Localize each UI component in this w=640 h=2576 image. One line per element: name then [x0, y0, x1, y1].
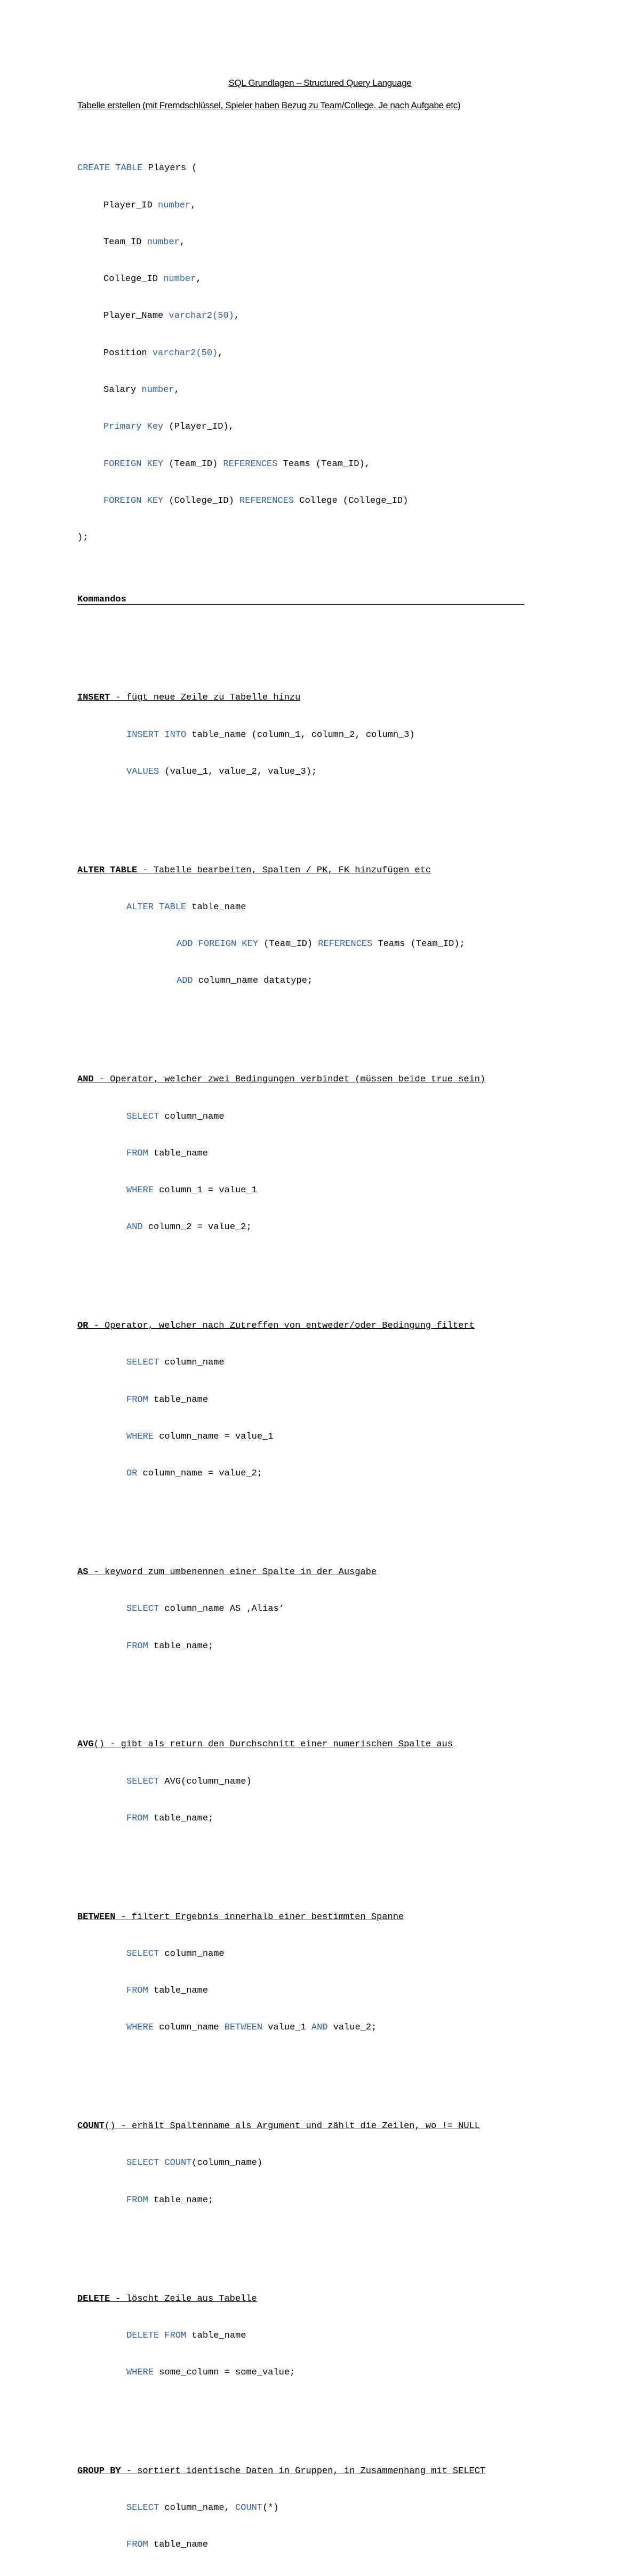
- alter-code-1: [77, 901, 485, 913]
- code-text: table_name: [148, 2540, 209, 2550]
- delete-code-1: [77, 2330, 485, 2342]
- code-text: table_name: [148, 1986, 209, 1996]
- and-code-3: [77, 1184, 485, 1197]
- code-text: Players (: [142, 163, 197, 174]
- groupby-code-1: [77, 2502, 485, 2514]
- groupby-heading: [77, 2465, 485, 2477]
- code-keyword: AND: [126, 1222, 143, 1233]
- code-text: ,: [179, 237, 186, 247]
- code-keyword: INSERT INTO: [126, 729, 187, 740]
- code-text: (College_ID): [163, 495, 240, 506]
- code-keyword: SELECT: [126, 1604, 159, 1615]
- code-text: AVG(column_name): [159, 1776, 252, 1787]
- code-text: column_name: [159, 1948, 225, 1959]
- create-line-3: [77, 236, 485, 248]
- code-text: ,: [218, 348, 223, 358]
- create-line-7: [77, 384, 485, 396]
- command-desc: - Operator, welcher zwei Bedingungen verbindet (müssen beide true sein): [93, 1074, 486, 1085]
- create-line-9: [77, 458, 485, 470]
- code-keyword: WHERE: [126, 2023, 154, 2033]
- page-title: SQL Grundlagen – Structured Query Language: [228, 78, 412, 88]
- create-line-11: );: [77, 533, 89, 543]
- and-heading: [77, 1073, 485, 1086]
- or-code-1: [77, 1357, 485, 1369]
- command-desc: - sortiert identische Daten in Gruppen, in Zusammenhang mit SELECT: [121, 2466, 486, 2476]
- code-text: Player_ID: [103, 200, 158, 211]
- avg-code-2: [77, 1812, 485, 1825]
- code-keyword: FROM: [126, 2540, 148, 2550]
- between-code-3: [77, 2021, 485, 2034]
- blank-line: [77, 630, 485, 643]
- code-keyword: Primary Key: [103, 422, 164, 432]
- code-keyword: FOREIGN KEY: [103, 495, 164, 506]
- code-text: Team_ID: [103, 237, 147, 247]
- blank-line: [77, 2059, 485, 2071]
- code-text: Teams (Team_ID),: [277, 459, 370, 469]
- command-name: AVG: [77, 1739, 94, 1750]
- code-text: table_name;: [148, 1813, 214, 1824]
- command-desc: - fügt neue Zeile zu Tabelle hinzu: [110, 693, 301, 703]
- insert-heading: [77, 692, 485, 704]
- code-text: Teams (Team_ID);: [372, 939, 465, 950]
- create-line-2: [77, 199, 485, 212]
- create-line-1: [77, 162, 485, 174]
- between-heading: [77, 1911, 485, 1923]
- and-code-2: [77, 1147, 485, 1160]
- code-text: (*): [262, 2503, 279, 2514]
- code-text: table_name: [148, 1148, 209, 1159]
- code-text: table_name;: [148, 2195, 214, 2205]
- alter-code-3: [77, 975, 485, 987]
- code-keyword: varchar2(50): [152, 348, 218, 358]
- code-text: value_2;: [327, 2023, 377, 2033]
- code-keyword: FROM: [126, 1394, 148, 1405]
- code-text: table_name: [186, 2330, 246, 2341]
- create-line-6: [77, 347, 485, 359]
- delete-code-2: [77, 2366, 485, 2379]
- blank-line: [77, 1505, 485, 1517]
- code-text: table_name;: [148, 1641, 214, 1651]
- alter-heading: [77, 864, 485, 877]
- code-keyword: SELECT COUNT: [126, 2158, 192, 2169]
- command-desc: - keyword zum umbenennen einer Spalte in der Ausgabe: [88, 1567, 377, 1577]
- insert-code-1: [77, 729, 485, 741]
- section-rule: [77, 604, 524, 605]
- code-keyword: SELECT: [126, 1776, 159, 1787]
- code-text: column_name AS ‚Alias‘: [159, 1604, 284, 1615]
- blank-line: [77, 2231, 485, 2243]
- command-name: DELETE: [77, 2293, 110, 2304]
- code-keyword: CREATE TABLE: [77, 163, 143, 174]
- code-keyword: SELECT: [126, 2503, 159, 2514]
- command-name: AND: [77, 1074, 94, 1085]
- kommandos-label: Kommandos: [77, 594, 126, 605]
- command-desc: () - gibt als return den Durchschnitt einer numerischen Spalte aus: [93, 1739, 453, 1750]
- code-text: column_name = value_2;: [137, 1468, 263, 1479]
- code-keyword: FROM: [126, 1986, 148, 1996]
- code-text: column_name datatype;: [193, 976, 313, 986]
- code-keyword: WHERE: [126, 1185, 154, 1196]
- code-keyword: FROM: [126, 1813, 148, 1824]
- command-name: ALTER TABLE: [77, 865, 138, 876]
- code-keyword: ADD: [177, 976, 193, 986]
- kommandos-heading: [77, 593, 485, 606]
- between-code-2: [77, 1985, 485, 1997]
- code-keyword: REFERENCES: [223, 459, 278, 469]
- code-text: column_name = value_1: [154, 1431, 274, 1442]
- code-keyword: VALUES: [126, 766, 159, 777]
- count-code-1: [77, 2157, 485, 2169]
- code-keyword: ADD FOREIGN KEY: [177, 939, 259, 950]
- blank-line: [77, 1849, 485, 1861]
- avg-code-1: [77, 1776, 485, 1788]
- code-keyword: number: [141, 384, 174, 395]
- code-keyword: FROM: [126, 1641, 148, 1651]
- or-code-3: [77, 1431, 485, 1443]
- code-keyword: REFERENCES: [318, 939, 373, 950]
- as-heading: [77, 1566, 485, 1578]
- delete-heading: [77, 2293, 485, 2305]
- code-keyword: number: [163, 274, 196, 285]
- command-name: OR: [77, 1321, 89, 1331]
- code-text: some_column = some_value;: [154, 2368, 295, 2378]
- code-text: table_name: [148, 1394, 209, 1405]
- create-line-5: [77, 310, 485, 322]
- or-code-4: [77, 1467, 485, 1480]
- code-keyword: FROM: [126, 2195, 148, 2205]
- code-text: column_1 = value_1: [154, 1185, 257, 1196]
- insert-code-2: [77, 766, 485, 778]
- command-name: GROUP BY: [77, 2466, 121, 2476]
- code-keyword: SELECT: [126, 1111, 159, 1122]
- code-keyword: OR: [126, 1468, 138, 1479]
- avg-heading: [77, 1738, 485, 1751]
- command-desc: () - erhält Spaltenname als Argument und zählt die Zeilen, wo != NULL: [105, 2121, 480, 2132]
- command-name: AS: [77, 1567, 89, 1577]
- command-name: BETWEEN: [77, 1912, 116, 1922]
- code-keyword: COUNT: [235, 2503, 263, 2514]
- code-text: ,: [196, 274, 202, 285]
- code-text: column_name: [159, 1111, 225, 1122]
- code-text: ,: [234, 311, 240, 322]
- code-keyword: number: [147, 237, 180, 247]
- and-code-4: [77, 1221, 485, 1233]
- blank-line: [77, 2403, 485, 2415]
- command-name: INSERT: [77, 693, 110, 703]
- code-keyword: AND: [311, 2023, 328, 2033]
- groupby-code-2: [77, 2539, 485, 2551]
- code-text: (Team_ID): [163, 459, 223, 469]
- code-text: ,: [174, 384, 180, 395]
- or-code-2: [77, 1394, 485, 1406]
- blank-line: [77, 1258, 485, 1271]
- code-keyword: FOREIGN KEY: [103, 459, 164, 469]
- code-keyword: number: [158, 200, 191, 211]
- code-text: College (College_ID): [294, 495, 409, 506]
- count-heading: [77, 2120, 485, 2132]
- code-keyword: BETWEEN: [224, 2023, 263, 2033]
- code-keyword: DELETE FROM: [126, 2330, 187, 2341]
- as-code-1: [77, 1603, 485, 1615]
- command-desc: - filtert Ergebnis innerhalb einer bestimmten Spanne: [115, 1912, 404, 1922]
- as-code-2: [77, 1640, 485, 1652]
- code-content: [77, 125, 485, 2576]
- command-name: COUNT: [77, 2121, 105, 2132]
- code-keyword: SELECT: [126, 1948, 159, 1959]
- create-line-8: [77, 421, 485, 433]
- code-text: College_ID: [103, 274, 164, 285]
- code-text: ,: [190, 200, 196, 211]
- code-text: column_2 = value_2;: [142, 1222, 252, 1233]
- code-text: (value_1, value_2, value_3);: [159, 766, 317, 777]
- code-keyword: FROM: [126, 1148, 148, 1159]
- code-keyword: REFERENCES: [239, 495, 294, 506]
- blank-line: [77, 1677, 485, 1689]
- command-desc: - löscht Zeile aus Tabelle: [110, 2293, 257, 2304]
- create-line-10: [77, 495, 485, 507]
- count-code-2: [77, 2194, 485, 2206]
- code-text: value_1: [262, 2023, 311, 2033]
- code-text: Salary: [103, 384, 142, 395]
- code-keyword: ALTER TABLE: [126, 902, 187, 912]
- blank-line: [77, 1012, 485, 1024]
- and-code-1: [77, 1111, 485, 1123]
- code-text: column_name,: [159, 2503, 236, 2514]
- command-desc: - Operator, welcher nach Zutreffen von entweder/oder Bedingung filtert: [88, 1321, 475, 1331]
- code-text: table_name: [186, 902, 246, 912]
- or-heading: [77, 1320, 485, 1332]
- code-text: table_name (column_1, column_2, column_3): [186, 729, 415, 740]
- code-text: Player_Name: [103, 311, 169, 322]
- code-text: (column_name): [191, 2158, 263, 2169]
- code-keyword: WHERE: [126, 2368, 154, 2378]
- code-text: Position: [103, 348, 153, 358]
- code-keyword: SELECT: [126, 1358, 159, 1368]
- between-code-1: [77, 1948, 485, 1960]
- code-keyword: WHERE: [126, 1431, 154, 1442]
- code-text: (Team_ID): [258, 939, 318, 950]
- code-text: (Player_ID),: [163, 422, 234, 432]
- section-subtitle: Tabelle erstellen (mit Fremdschlüssel, Spieler haben Bezug zu Team/College. Je nach Aufgabe etc): [77, 100, 461, 110]
- command-desc: - Tabelle bearbeiten, Spalten / PK, FK hinzufügen etc: [137, 865, 431, 876]
- alter-code-2: [77, 938, 485, 950]
- code-keyword: varchar2(50): [169, 311, 234, 322]
- code-text: column_name: [154, 2023, 225, 2033]
- create-line-4: [77, 273, 485, 285]
- blank-line: [77, 803, 485, 815]
- code-text: column_name: [159, 1358, 225, 1368]
